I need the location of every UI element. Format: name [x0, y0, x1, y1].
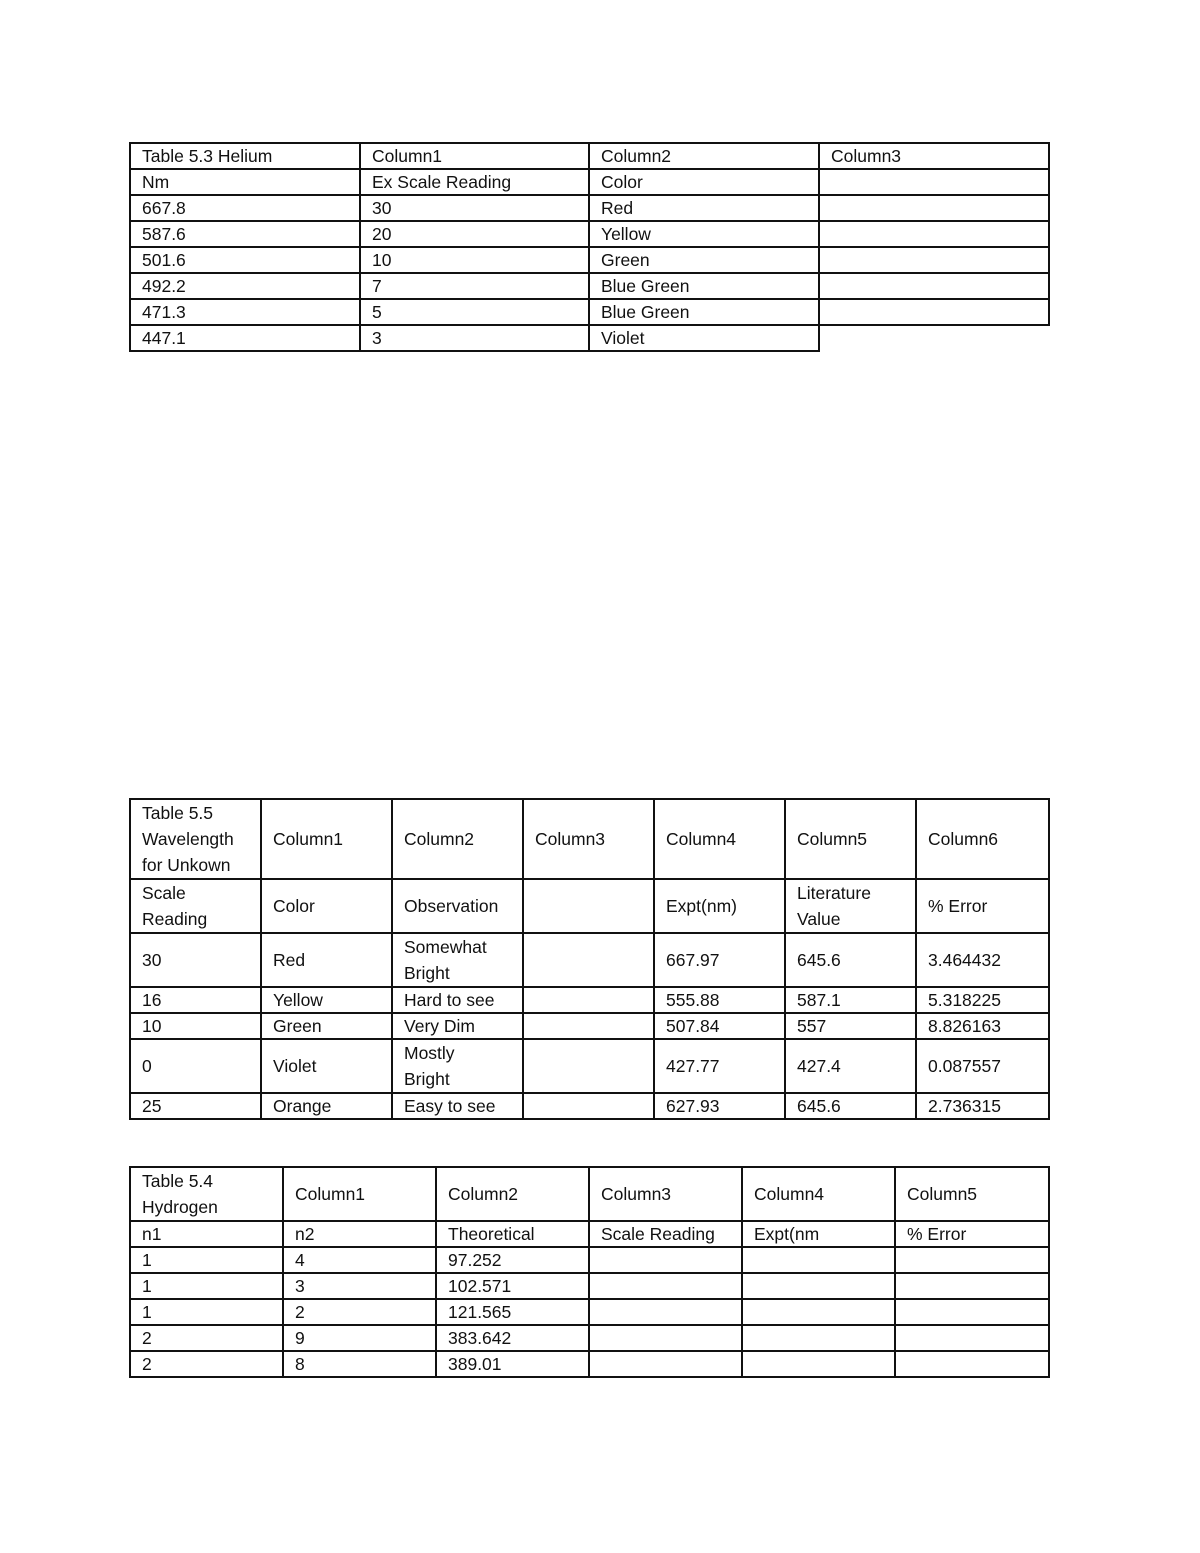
- table-cell: [523, 879, 654, 933]
- column-header-cell: Column4: [654, 799, 785, 879]
- table-cell: n1: [130, 1221, 283, 1247]
- table-cell: [589, 1247, 742, 1273]
- table-cell: Green: [589, 247, 819, 273]
- table-cell: 8: [283, 1351, 436, 1377]
- table-cell: Expt(nm: [742, 1221, 895, 1247]
- table-cell: 427.77: [654, 1039, 785, 1093]
- table-cell: 25: [130, 1093, 261, 1119]
- table-cell: 8.826163: [916, 1013, 1049, 1039]
- table-row: [130, 1247, 1049, 1273]
- table-cell: 645.6: [785, 933, 916, 987]
- table-cell: [523, 1039, 654, 1093]
- table-cell: [895, 1247, 1049, 1273]
- table-row: [130, 879, 1049, 933]
- table-cell: [589, 1325, 742, 1351]
- table-cell: [895, 1273, 1049, 1299]
- table-cell: Nm: [130, 169, 360, 195]
- table-cell: [895, 1351, 1049, 1377]
- table-cell: [523, 1013, 654, 1039]
- table-cell: 30: [360, 195, 589, 221]
- column-header-cell: Column1: [261, 799, 392, 879]
- table-header-row: [130, 143, 1049, 169]
- table-cell: 1: [130, 1299, 283, 1325]
- table-cell: [589, 1273, 742, 1299]
- table-row: [130, 987, 1049, 1013]
- table-cell: Violet: [261, 1039, 392, 1093]
- table-cell: [895, 1325, 1049, 1351]
- table-cell: 97.252: [436, 1247, 589, 1273]
- table-cell: 627.93: [654, 1093, 785, 1119]
- table-cell: Green: [261, 1013, 392, 1039]
- table-cell: 4: [283, 1247, 436, 1273]
- table-cell: 3: [283, 1273, 436, 1299]
- table-cell: 427.4: [785, 1039, 916, 1093]
- table-row: [130, 1273, 1049, 1299]
- table-cell: 2: [283, 1299, 436, 1325]
- column-header-cell: Column3: [589, 1167, 742, 1221]
- table-cell: 492.2: [130, 273, 360, 299]
- table-cell: Observation: [392, 879, 523, 933]
- table-cell: Red: [589, 195, 819, 221]
- table-cell: Very Dim: [392, 1013, 523, 1039]
- table-cell: [589, 1351, 742, 1377]
- column-header-cell: Column6: [916, 799, 1049, 879]
- table-cell: Easy to see: [392, 1093, 523, 1119]
- table-row: [130, 933, 1049, 987]
- column-header-cell: Column3: [523, 799, 654, 879]
- table-cell: Hard to see: [392, 987, 523, 1013]
- column-header-cell: Column3: [819, 143, 1049, 169]
- table-row: [130, 221, 1049, 247]
- table-cell: % Error: [916, 879, 1049, 933]
- column-header-cell: Column2: [589, 143, 819, 169]
- table-cell: Somewhat Bright: [392, 933, 523, 987]
- table-cell: Mostly Bright: [392, 1039, 523, 1093]
- table-cell: 102.571: [436, 1273, 589, 1299]
- table-cell: 0: [130, 1039, 261, 1093]
- table-cell: 507.84: [654, 1013, 785, 1039]
- table-cell: Yellow: [261, 987, 392, 1013]
- table-cell: Theoretical: [436, 1221, 589, 1247]
- table-cell: Expt(nm): [654, 879, 785, 933]
- table-cell: 501.6: [130, 247, 360, 273]
- table-cell: 471.3: [130, 299, 360, 325]
- table-cell: [819, 273, 1049, 299]
- table-cell: 3.464432: [916, 933, 1049, 987]
- table-cell: [742, 1247, 895, 1273]
- table-cell: 7: [360, 273, 589, 299]
- column-header-cell: Column1: [283, 1167, 436, 1221]
- table-cell: [742, 1299, 895, 1325]
- table-row: [130, 1013, 1049, 1039]
- table-cell: [895, 1299, 1049, 1325]
- table-cell: 9: [283, 1325, 436, 1351]
- hydrogen-table: [129, 1166, 1050, 1378]
- table-cell: [742, 1351, 895, 1377]
- table-cell: 645.6: [785, 1093, 916, 1119]
- table-title-cell: Table 5.5 Wavelength for Unkown: [130, 799, 261, 879]
- table-row: [130, 195, 1049, 221]
- table-cell: 3: [360, 325, 589, 351]
- table-cell: Orange: [261, 1093, 392, 1119]
- table-cell: Blue Green: [589, 299, 819, 325]
- table-cell: 557: [785, 1013, 916, 1039]
- table-cell: Color: [261, 879, 392, 933]
- table-cell: [819, 195, 1049, 221]
- table-cell: 587.6: [130, 221, 360, 247]
- table-cell: Scale Reading: [589, 1221, 742, 1247]
- table-header-row: [130, 1167, 1049, 1221]
- table-cell: 667.97: [654, 933, 785, 987]
- table-cell: 1: [130, 1247, 283, 1273]
- table-cell: 16: [130, 987, 261, 1013]
- table-cell: 10: [130, 1013, 261, 1039]
- column-header-cell: Column5: [785, 799, 916, 879]
- column-header-cell: Column4: [742, 1167, 895, 1221]
- helium-table: [129, 142, 1050, 352]
- table-title-cell: Table 5.3 Helium: [130, 143, 360, 169]
- table-cell: Red: [261, 933, 392, 987]
- table-cell: 2: [130, 1325, 283, 1351]
- table-cell: [819, 169, 1049, 195]
- table-cell: 5: [360, 299, 589, 325]
- table-cell: Color: [589, 169, 819, 195]
- table-row: [130, 1221, 1049, 1247]
- table-row: [130, 299, 1049, 325]
- table-cell: [819, 221, 1049, 247]
- wavelength-unknown-table: [129, 798, 1050, 1120]
- column-header-cell: Column2: [436, 1167, 589, 1221]
- table-cell: n2: [283, 1221, 436, 1247]
- table-cell: 2: [130, 1351, 283, 1377]
- table-cell: 5.318225: [916, 987, 1049, 1013]
- table-cell: 121.565: [436, 1299, 589, 1325]
- table-cell: [819, 299, 1049, 325]
- table-cell: Violet: [589, 325, 819, 351]
- table-row: [130, 169, 1049, 195]
- table-row: [130, 273, 1049, 299]
- column-header-cell: Column5: [895, 1167, 1049, 1221]
- table-cell: [742, 1273, 895, 1299]
- column-header-cell: Column1: [360, 143, 589, 169]
- column-header-cell: Column2: [392, 799, 523, 879]
- table-cell: 447.1: [130, 325, 360, 351]
- table-cell: [523, 1093, 654, 1119]
- table-row: [130, 1093, 1049, 1119]
- table-cell: 383.642: [436, 1325, 589, 1351]
- table-row: [130, 1299, 1049, 1325]
- table-cell: Literature Value: [785, 879, 916, 933]
- table-cell: [523, 933, 654, 987]
- table-cell: 389.01: [436, 1351, 589, 1377]
- table-cell: 20: [360, 221, 589, 247]
- table-cell: [742, 1325, 895, 1351]
- table-cell: 667.8: [130, 195, 360, 221]
- table-cell: Ex Scale Reading: [360, 169, 589, 195]
- table-cell: 10: [360, 247, 589, 273]
- table-title-cell: Table 5.4 Hydrogen: [130, 1167, 283, 1221]
- table-cell: 2.736315: [916, 1093, 1049, 1119]
- table-cell: Blue Green: [589, 273, 819, 299]
- table-cell: [819, 247, 1049, 273]
- table-row: [130, 1325, 1049, 1351]
- table-header-row: [130, 799, 1049, 879]
- table-cell: Scale Reading: [130, 879, 261, 933]
- table-row: [130, 247, 1049, 273]
- table-cell: 587.1: [785, 987, 916, 1013]
- table-cell: 0.087557: [916, 1039, 1049, 1093]
- table-row: [130, 325, 1049, 351]
- table-cell: % Error: [895, 1221, 1049, 1247]
- table-cell: [523, 987, 654, 1013]
- table-cell: [589, 1299, 742, 1325]
- table-row: [130, 1039, 1049, 1093]
- table-cell: 30: [130, 933, 261, 987]
- table-cell: 555.88: [654, 987, 785, 1013]
- table-cell: 1: [130, 1273, 283, 1299]
- empty-cell: [819, 325, 1049, 351]
- table-row: [130, 1351, 1049, 1377]
- table-cell: Yellow: [589, 221, 819, 247]
